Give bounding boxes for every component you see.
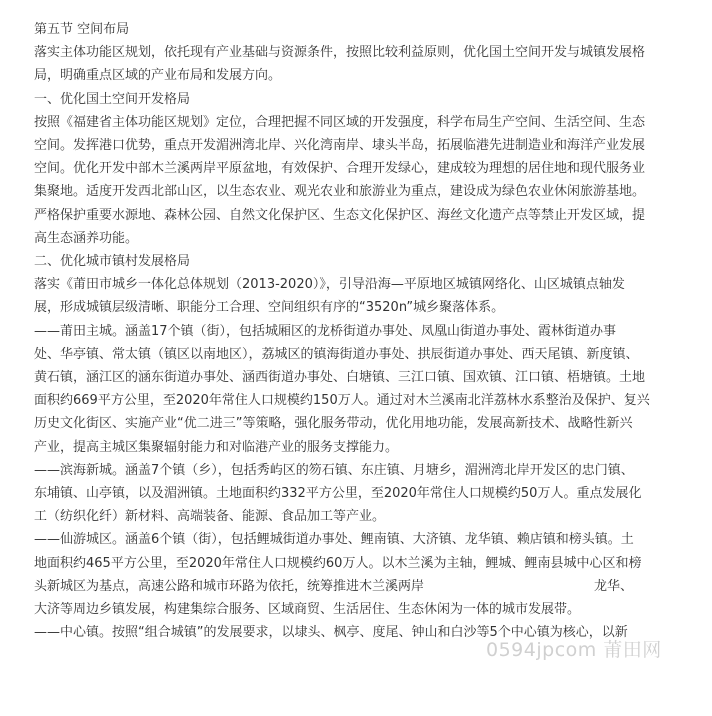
paragraph-line: ——中心镇。按照“组合城镇”的发展要求，以埭头、枫亭、度尾、钟山和白沙等5个中心镇为核心，以新 bbox=[34, 625, 628, 641]
paragraph-line: 落实主体功能区规划，依托现有产业基础与资源条件，按照比较利益原则，优化国土空间开发与城镇发展格 bbox=[34, 45, 646, 61]
paragraph-line: 空间。发挥港口优势，重点开发湄洲湾北岸、兴化湾南岸、埭头半岛，拓展临港先进制造业和海洋产业发展 bbox=[34, 138, 646, 154]
paragraph-line: 地面积约465平方公里，至2020年常住人口规模约60万人。以木兰溪为主轴，鲤城、鲤南县城中心区和榜 bbox=[34, 555, 642, 571]
paragraph-line: ——滨海新城。涵盖7个镇（乡），包括秀屿区的笏石镇、东庄镇、月塘乡，湄洲湾北岸开发区的忠门镇、 bbox=[34, 462, 634, 478]
paragraph-line: 大济等周边乡镇发展，构建集综合服务、区域商贸、生活居住、生态休闲为一体的城市发展带。 bbox=[34, 602, 581, 618]
paragraph-line: 黄石镇，涵江区的涵东街道办事处、涵西街道办事处、白塘镇、三江口镇、国欢镇、江口镇、梧塘镇。土地 bbox=[34, 370, 646, 386]
document bbox=[0, 18, 712, 716]
paragraph-line: 按照《福建省主体功能区规划》定位，合理把握不同区域的开发强度，科学布局生产空间、生活空间、生态 bbox=[34, 114, 646, 130]
paragraph-line bbox=[34, 575, 700, 598]
paragraph-line: 高生态涵养功能。 bbox=[34, 230, 139, 246]
paragraph-line: 空间。优化开发中部木兰溪两岸平原盆地，有效保护、合理开发绿心，建成较为理想的居住地和现代服务业 bbox=[34, 161, 646, 177]
paragraph-line-tail: 龙华、 bbox=[594, 578, 634, 594]
paragraph-line: 产业，提高主城区集聚辐射能力和对临港产业的服务支撑能力。 bbox=[34, 439, 399, 455]
paragraph-line: 展，形成城镇层级清晰、职能分工合理、空间组织有序的“3520n”城乡聚落体系。 bbox=[34, 300, 505, 316]
watermark: 0594jpcom 莆田网 bbox=[486, 639, 662, 661]
paragraph-line: 严格保护重要水源地、森林公园、自然文化保护区、生态文化保护区、海丝文化遗产点等禁止开发区域，提 bbox=[34, 207, 646, 223]
paragraph-line-head: 头新城区为基点，高速公路和城市环路为依托，统筹推进木兰溪两岸 bbox=[34, 578, 425, 594]
paragraph-line: 集聚地。适度开发西北部山区，以生态农业、观光农业和旅游业为重点，建设成为绿色农业休闲旅游基地。 bbox=[34, 184, 646, 200]
subsection-heading: 一、优化国土空间开发格局 bbox=[34, 91, 191, 107]
paragraph-line: 工（纺织化纤）新材料、高端装备、能源、食品加工等产业。 bbox=[34, 509, 386, 525]
paragraph-line: 东埔镇、山亭镇，以及湄洲镇。土地面积约332平方公里，至2020年常住人口规模约50万人。重点发展化 bbox=[34, 486, 642, 502]
paragraph-line: ——仙游城区。涵盖6个镇（街），包括鲤城街道办事处、鲤南镇、大济镇、龙华镇、赖店镇和榜头镇。土 bbox=[34, 532, 634, 548]
paragraph-line: 处、华亭镇、常太镇（镇区以南地区），荔城区的镇海街道办事处、拱辰街道办事处、西天尾镇、新度镇、 bbox=[34, 346, 639, 362]
paragraph-line: ——莆田主城。涵盖17个镇（街），包括城厢区的龙桥街道办事处、凤凰山街道办事处、霞林街道办事 bbox=[34, 323, 617, 339]
paragraph-line: 历史文化街区、实施产业“优二进三”等策略，强化服务带动，优化用地功能，发展高新技术、战略性新兴 bbox=[34, 416, 633, 432]
paragraph-line: 落实《莆田市城乡一体化总体规划（2013-2020）》，引导沿海—平原地区城镇网络化、山区城镇点轴发 bbox=[34, 277, 625, 293]
paragraph-line: 面积约669平方公里，至2020年常住人口规模约150万人。通过对木兰溪南北洋荔林水系整治及保护、复兴 bbox=[34, 393, 650, 409]
subsection-heading: 二、优化城市镇村发展格局 bbox=[34, 254, 191, 270]
section-title: 第五节 空间布局 bbox=[34, 22, 130, 37]
paragraph-line: 局，明确重点区域的产业布局和发展方向。 bbox=[34, 68, 282, 84]
